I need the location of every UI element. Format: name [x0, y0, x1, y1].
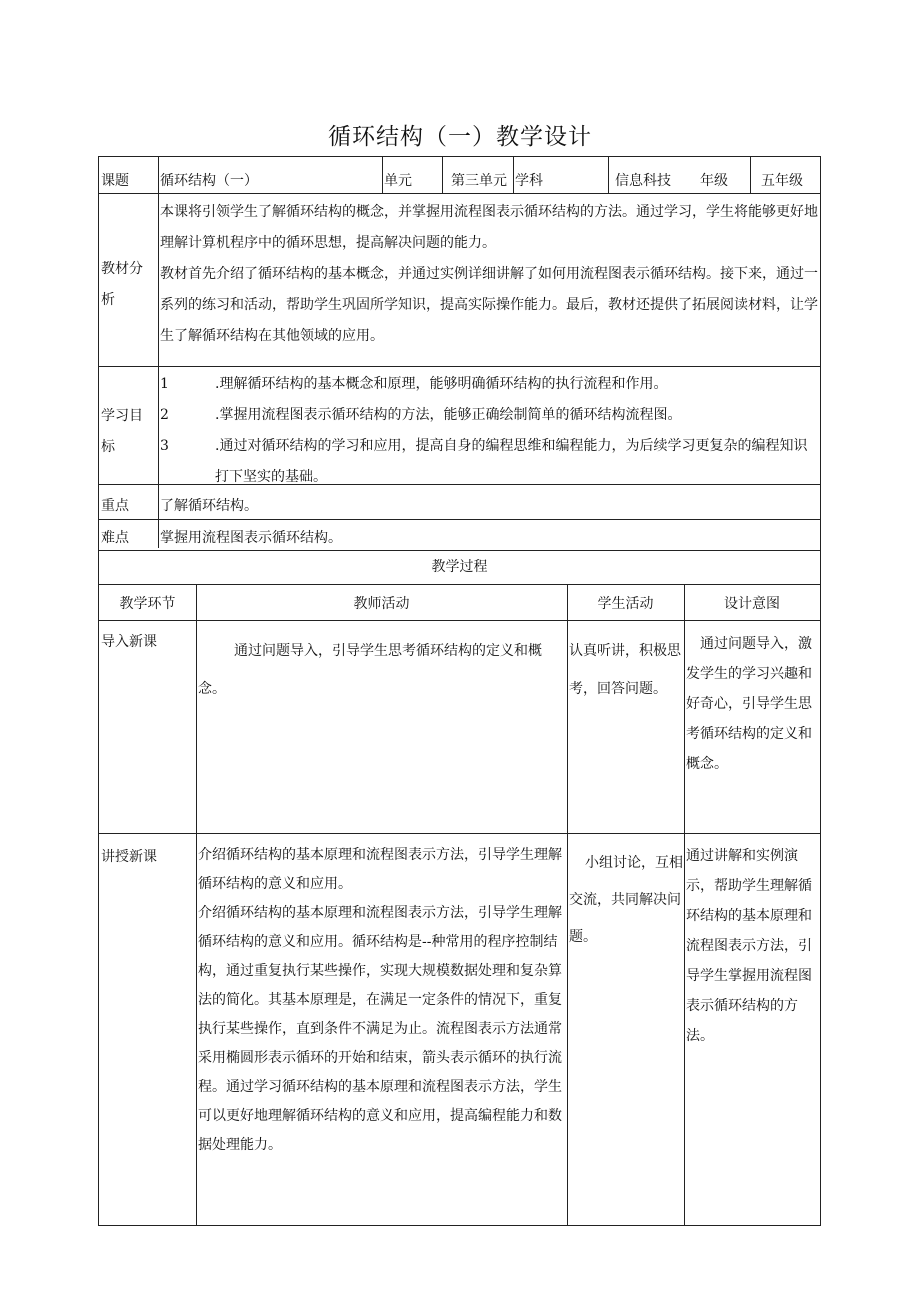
objective-item: 1 .理解循环结构的基本概念和原理，能够明确循环结构的执行流程和作用。	[160, 376, 668, 392]
key-point-value: 了解循环结构。	[160, 498, 258, 514]
difficulty-label: 难点	[101, 530, 129, 546]
unit-value: 第三单元	[451, 173, 507, 189]
objectives-list	[160, 369, 820, 493]
column-header-intent: 设计意图	[724, 596, 780, 612]
objectives-label: 学习目 标	[101, 408, 143, 455]
difficulty-value: 掌握用流程图表示循环结构。	[160, 530, 342, 546]
process-heading: 教学过程	[431, 559, 488, 575]
stage-intro: 导入新课	[101, 634, 157, 650]
analysis-paragraph-2: 教材首先介绍了循环结构的基本概念，并通过实例详细讲解了如何用流程图表示循环结构。接下来，通过一系列的练习和活动，帮助学生巩固所学知识，提高实际操作能力。最后，教材还提供了拓展阅读材料，让学生了解循环结构在其他领域的应用。	[160, 266, 818, 344]
column-header-stage: 教学环节	[119, 596, 176, 612]
intent-intro: 通过问题导入，激发学生的学习兴趣和好奇心，引导学生思考循环结构的定义和概念。	[686, 636, 812, 772]
objective-item: 2 .掌握用流程图表示循环结构的方法，能够正确绘制简单的循环结构流程图。	[160, 407, 682, 423]
stage-lecture: 讲授新课	[101, 849, 157, 865]
unit-label: 单元	[384, 173, 412, 189]
course-value: 循环结构（一）	[160, 173, 258, 189]
teacher-activity-intro: 通过问题导入，引导学生思考循环结构的定义和概念。	[198, 643, 542, 697]
analysis-paragraph-1: 本课将引领学生了解循环结构的概念，并掌握用流程图表示循环结构的方法。通过学习，学生将能够更好地理解计算机程序中的循环思想，提高解决问题的能力。	[160, 204, 818, 251]
key-point-label: 重点	[101, 498, 129, 514]
page-title: 循环结构（一）教学设计	[328, 124, 592, 150]
grade-value: 五年级	[761, 173, 803, 189]
student-activity-intro: 认真听讲，积极思考，回答问题。	[569, 643, 681, 697]
column-header-student: 学生活动	[597, 596, 654, 612]
analysis-content	[160, 197, 820, 352]
analysis-label: 教材分 析	[101, 261, 143, 308]
teacher-activity-lecture	[198, 841, 566, 1160]
teacher-activity-paragraph: 介绍循环结构的基本原理和流程图表示方法，引导学生理解循环结构的意义和应用。循环结构是--种常用的程序控制结构，通过重复执行某些操作，实现大规模数据处理和复杂算法的简化。其基本原理是，在满足一定条件的情况下，重复执行某些操作，直到条件不满足为止。流程图表示方法通常采用椭圆形表示循环的开始和结束，箭头表示循环的执行流程。通过学习循环结构的基本原理和流程图表示方法，学生可以更好地理解循环结构的意义和应用，提高编程能力和数据处理能力。	[198, 905, 562, 1153]
subject-value: 信息科技	[615, 173, 671, 189]
student-activity-lecture: 小组讨论，互相交流，共同解决问题。	[569, 855, 683, 945]
course-label: 课题	[101, 173, 129, 189]
objective-item: 3 .通过对循环结构的学习和应用，提高自身的编程思维和编程能力，为后续学习更复杂的编程知识打下坚实的基础。	[160, 438, 808, 485]
intent-lecture: 通过讲解和实例演示，帮助学生理解循环结构的基本原理和流程图表示方法，引导学生掌握用流程图表示循环结构的方法。	[686, 848, 812, 1044]
grade-label: 年级	[700, 173, 728, 189]
subject-label: 学科	[515, 173, 543, 189]
lesson-plan-table	[98, 156, 821, 1226]
column-header-teacher: 教师活动	[353, 596, 410, 612]
teacher-activity-paragraph: 介绍循环结构的基本原理和流程图表示方法，引导学生理解循环结构的意义和应用。	[198, 847, 562, 892]
